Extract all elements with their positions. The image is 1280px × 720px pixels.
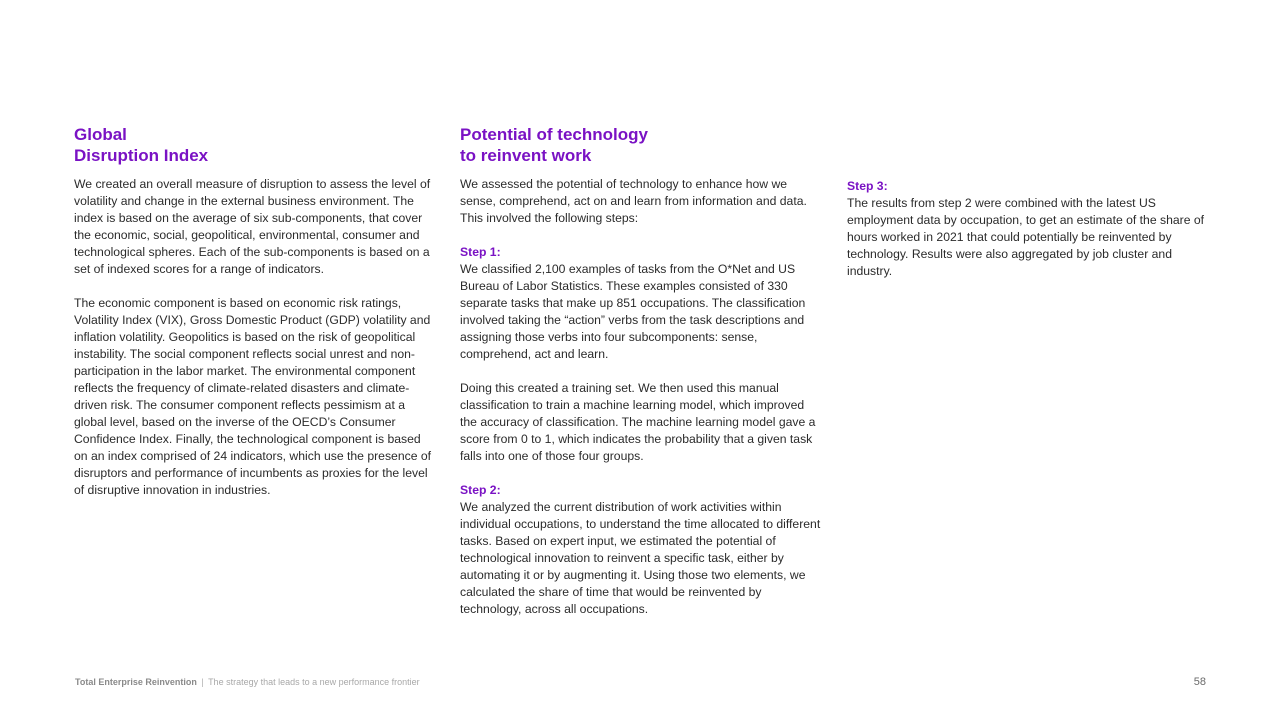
paragraph: The results from step 2 were combined with the latest US employment data by occupation, to get an estimate of the share of hours worked in 2021 that could potentially be reinvented by technology. Results were also aggregated by job cluster and industry. bbox=[847, 196, 1205, 278]
page-number: 58 bbox=[1193, 676, 1206, 688]
paragraph: Doing this created a training set. We then used this manual classification to train a machine learning model, which improved the accuracy of classification. The machine learning model gave a score from 0 to 1, which indicates the probability that a given task falls into one of those four groups. bbox=[460, 381, 816, 463]
paragraph: We analyzed the current distribution of work activities within individual occupations, to understand the time allocated to different tasks. Based on expert input, we estimated the potential of technological innovation to reinvent a specific task, either by automating it or by augmenting it. Using those two elements, we calculated the share of time that would be reinvented by technology, across all occupations. bbox=[460, 500, 821, 616]
footer bbox=[75, 677, 420, 687]
section-title-global-disruption-index bbox=[74, 124, 436, 166]
step-1-label: Step 1: bbox=[460, 245, 501, 259]
paragraph: The economic component is based on economic risk ratings, Volatility Index (VIX), Gross Domestic Product (GDP) volatility and inflation volatility. Geopolitics is based on the risk of geopolitical instability. The social component reflects social unrest and non-participation in the labor market. The environmental component reflects the frequency of climate-related disasters and climate-driven risk. The consumer component reflects pessimism at a global level, based on the inverse of the OECD’s Consumer Confidence Index. Finally, the technological component is based on an index comprised of 24 indicators, which use the presence of disruptors and performance of incumbents as proxies for the level of disruptive innovation in industries. bbox=[74, 296, 432, 497]
column-step-3 bbox=[847, 178, 1209, 297]
column-global-disruption-index bbox=[74, 124, 436, 516]
intro-paragraph: We assessed the potential of technology to enhance how we sense, comprehend, act on and learn from information and data. This involved the following steps: bbox=[460, 177, 807, 225]
section-title-potential-of-technology bbox=[460, 124, 822, 166]
step-1 bbox=[460, 244, 822, 363]
title-line-1: Potential of technology bbox=[460, 125, 648, 144]
footer-title: Total Enterprise Reinvention bbox=[75, 677, 197, 687]
title-line-2: to reinvent work bbox=[460, 146, 592, 165]
step-3 bbox=[847, 178, 1209, 280]
footer-subtitle: The strategy that leads to a new performance frontier bbox=[208, 677, 420, 687]
step-3-label: Step 3: bbox=[847, 179, 888, 193]
column-potential-of-technology bbox=[460, 124, 822, 635]
title-line-2: Disruption Index bbox=[74, 146, 209, 165]
footer-separator: | bbox=[201, 677, 204, 687]
step-2-label: Step 2: bbox=[460, 483, 501, 497]
paragraph: We classified 2,100 examples of tasks from the O*Net and US Bureau of Labor Statistics. These examples consisted of 330 separate tasks that make up 851 occupations. The classification involved taking the “action” verbs from the task descriptions and assigning those verbs into four subcomponents: sense, comprehend, act and learn. bbox=[460, 262, 806, 361]
paragraph: We created an overall measure of disruption to assess the level of volatility and change in the external business environment. The index is based on the average of six sub-components, that cover the economic, social, geopolitical, environmental, consumer and technological spheres. Each of the sub-components is based on a set of indexed scores for a range of indicators. bbox=[74, 177, 431, 276]
title-line-1: Global bbox=[74, 125, 127, 144]
step-2 bbox=[460, 482, 822, 618]
